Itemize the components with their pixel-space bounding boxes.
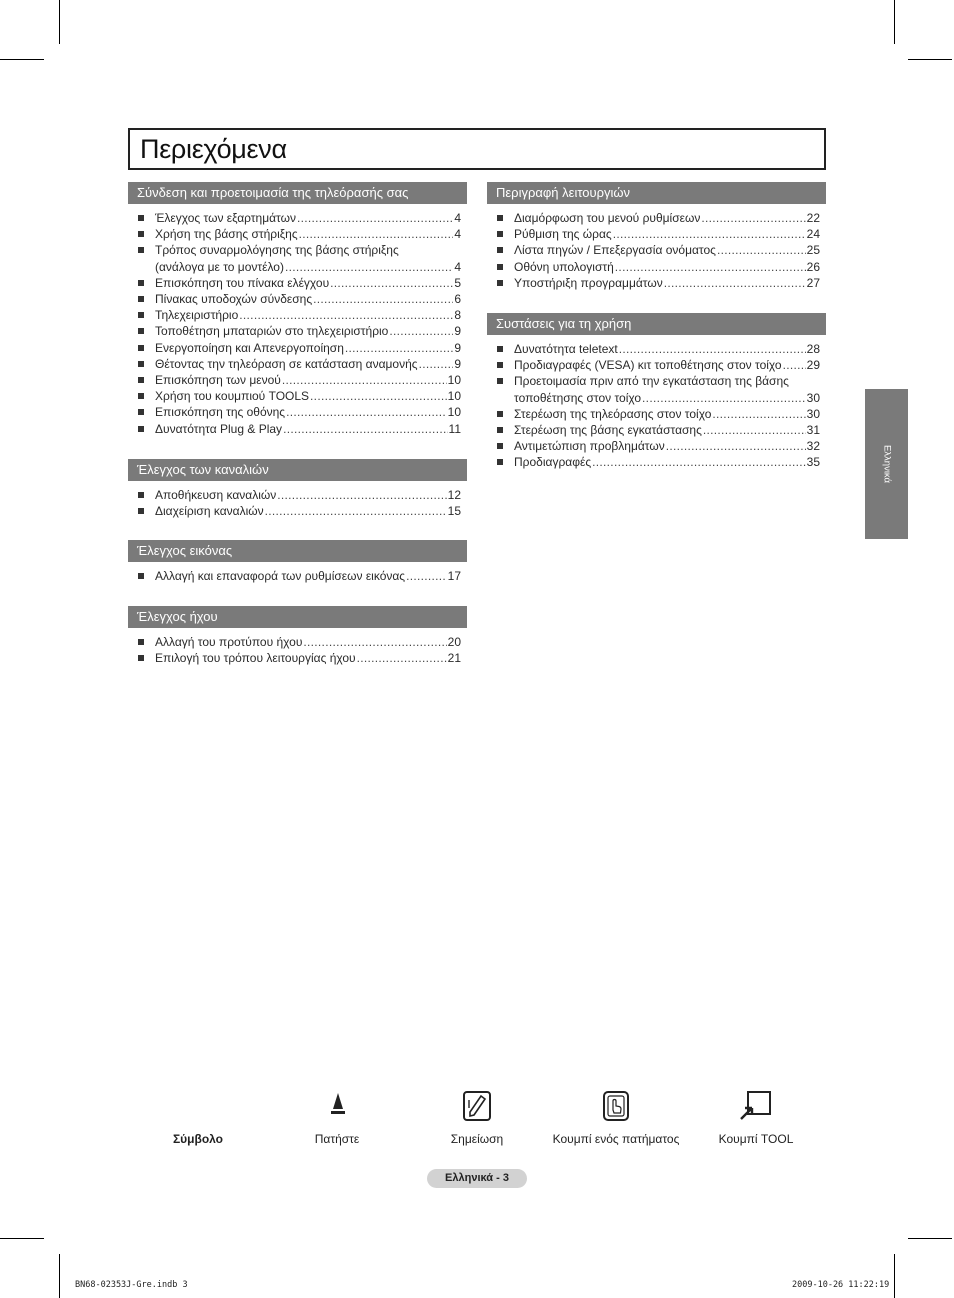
bullet-icon: [138, 345, 144, 351]
toc-item[interactable]: Ενεργοποίηση και Απενεργοποίηση ..... 9: [128, 340, 467, 356]
toc-item[interactable]: Διαμόρφωση του μενού ρυθμίσεων ..... 22: [487, 210, 826, 226]
bullet-icon: [497, 264, 503, 270]
bullet-icon: [138, 639, 144, 645]
footer-datetime: 2009-10-26 11:22:19: [792, 1280, 890, 1290]
crop-mark: [0, 59, 44, 60]
toc-item[interactable]: Διαχείριση καναλιών ..... 15: [128, 503, 467, 519]
section-heading: Συστάσεις για τη χρήση: [487, 313, 826, 335]
bullet-icon: [138, 508, 144, 514]
bullet-icon: [497, 362, 503, 368]
page-title-box: [128, 128, 826, 170]
bullet-icon: [138, 328, 144, 334]
bullet-icon: [138, 573, 144, 579]
toc-section-setup: [128, 182, 467, 437]
toc-item[interactable]: Στερέωση της βάσης εγκατάστασης ..... 31: [487, 422, 826, 438]
bullet-icon: [497, 231, 503, 237]
toc-section-picture: [128, 540, 467, 584]
crop-mark: [908, 1238, 952, 1239]
crop-mark: [59, 0, 60, 44]
page-number: Ελληνικά - 3: [427, 1169, 527, 1188]
legend-press-label: Πατήστε: [314, 1132, 360, 1146]
toc-item[interactable]: Προδιαγραφές (VESA) κιτ τοποθέτησης στον τοίχο ..... 29: [487, 357, 826, 373]
toc-item[interactable]: Υποστήριξη προγραμμάτων ..... 27: [487, 275, 826, 291]
bullet-icon: [138, 492, 144, 498]
bullet-icon: [138, 409, 144, 415]
bullet-icon: [138, 655, 144, 661]
toc-item[interactable]: Οθόνη υπολογιστή ..... 26: [487, 259, 826, 275]
section-heading: Περιγραφή λειτουργιών: [487, 182, 826, 204]
bullet-icon: [138, 280, 144, 286]
page-title: Περιεχόμενα: [140, 134, 287, 164]
bullet-icon: [138, 426, 144, 432]
press-icon: [328, 1091, 348, 1117]
language-side-tab: [865, 389, 908, 539]
toc-item[interactable]: Στερέωση της τηλεόρασης στον τοίχο ..... 30: [487, 406, 826, 422]
toc-section-sound: [128, 606, 467, 666]
toc-item[interactable]: Δυνατότητα teletext ..... 28: [487, 341, 826, 357]
crop-mark: [894, 1254, 895, 1298]
bullet-icon: [138, 247, 144, 253]
toc-item[interactable]: Χρήση του κουμπιού TOOLS ..... 10: [128, 388, 467, 404]
toc-section-channels: [128, 459, 467, 519]
toc-item[interactable]: Χρήση της βάσης στήριξης ..... 4: [128, 226, 467, 242]
toc-item[interactable]: Τηλεχειριστήριο ..... 8: [128, 307, 467, 323]
bullet-icon: [497, 215, 503, 221]
footer-file: BN68-02353J-Gre.indb 3: [75, 1280, 188, 1290]
toc-item[interactable]: Προετοιμασία πριν από την εγκατάσταση της βάσης τοποθέτησης στον τοίχο ..... 30: [487, 373, 826, 405]
bullet-icon: [497, 247, 503, 253]
tool-button-icon: [738, 1090, 772, 1122]
toc-item[interactable]: Θέτοντας την τηλεόραση σε κατάσταση αναμονής ..... 9: [128, 356, 467, 372]
bullet-icon: [497, 346, 503, 352]
crop-mark: [0, 1238, 44, 1239]
note-icon: [462, 1090, 492, 1122]
section-heading: Έλεγχος ήχου: [128, 606, 467, 628]
section-heading: Έλεγχος εικόνας: [128, 540, 467, 562]
toc-item[interactable]: Επισκόπηση της οθόνης ..... 10: [128, 404, 467, 420]
bullet-icon: [138, 393, 144, 399]
toc-item[interactable]: Προδιαγραφές ..... 35: [487, 454, 826, 470]
toc-item[interactable]: Επισκόπηση των μενού ..... 10: [128, 372, 467, 388]
toc-item[interactable]: Αντιμετώπιση προβλημάτων ..... 32: [487, 438, 826, 454]
toc-item[interactable]: Επισκόπηση του πίνακα ελέγχου ..... 5: [128, 275, 467, 291]
crop-mark: [894, 0, 895, 44]
side-tab-label: Ελληνικά: [881, 444, 892, 484]
toc-section-usage: [487, 313, 826, 471]
toc-item[interactable]: Τρόπος συναρμολόγησης της βάσης στήριξης (ανάλογα με το μοντέλο) ..... 4: [128, 242, 467, 274]
bullet-icon: [138, 215, 144, 221]
section-heading: Σύνδεση και προετοιμασία της τηλεόρασής σας: [128, 182, 467, 204]
one-touch-button-icon: [602, 1090, 630, 1122]
bullet-icon: [138, 231, 144, 237]
legend-note-label: Σημείωση: [450, 1132, 504, 1146]
toc-item[interactable]: Ρύθμιση της ώρας ..... 24: [487, 226, 826, 242]
bullet-icon: [138, 312, 144, 318]
section-heading: Έλεγχος των καναλιών: [128, 459, 467, 481]
bullet-icon: [497, 427, 503, 433]
bullet-icon: [497, 459, 503, 465]
legend-tool-label: Κουμπί TOOL: [718, 1132, 794, 1146]
toc-section-functions: [487, 182, 826, 291]
bullet-icon: [497, 443, 503, 449]
toc-item[interactable]: Έλεγχος των εξαρτημάτων ..... 4: [128, 210, 467, 226]
legend-one-touch-label: Κουμπί ενός πατήματος: [552, 1132, 680, 1146]
toc-item[interactable]: Επιλογή του τρόπου λειτουργίας ήχου ..... 21: [128, 650, 467, 666]
bullet-icon: [497, 411, 503, 417]
toc-item[interactable]: Αλλαγή και επαναφορά των ρυθμίσεων εικόνας ..... 17: [128, 568, 467, 584]
toc-item[interactable]: Τοποθέτηση μπαταριών στο τηλεχειριστήριο ..... 9: [128, 323, 467, 339]
crop-mark: [908, 59, 952, 60]
legend-symbol-label: Σύμβολο: [172, 1132, 224, 1146]
crop-mark: [59, 1254, 60, 1298]
toc-item[interactable]: Αλλαγή του προτύπου ήχου ..... 20: [128, 634, 467, 650]
bullet-icon: [138, 361, 144, 367]
toc-item[interactable]: Πίνακας υποδοχών σύνδεσης ..... 6: [128, 291, 467, 307]
bullet-icon: [497, 378, 503, 384]
bullet-icon: [138, 377, 144, 383]
toc-item[interactable]: Λίστα πηγών / Επεξεργασία ονόματος ..... 25: [487, 242, 826, 258]
bullet-icon: [497, 280, 503, 286]
toc-item[interactable]: Δυνατότητα Plug & Play ..... 11: [128, 421, 467, 437]
bullet-icon: [138, 296, 144, 302]
toc-item[interactable]: Αποθήκευση καναλιών ..... 12: [128, 487, 467, 503]
